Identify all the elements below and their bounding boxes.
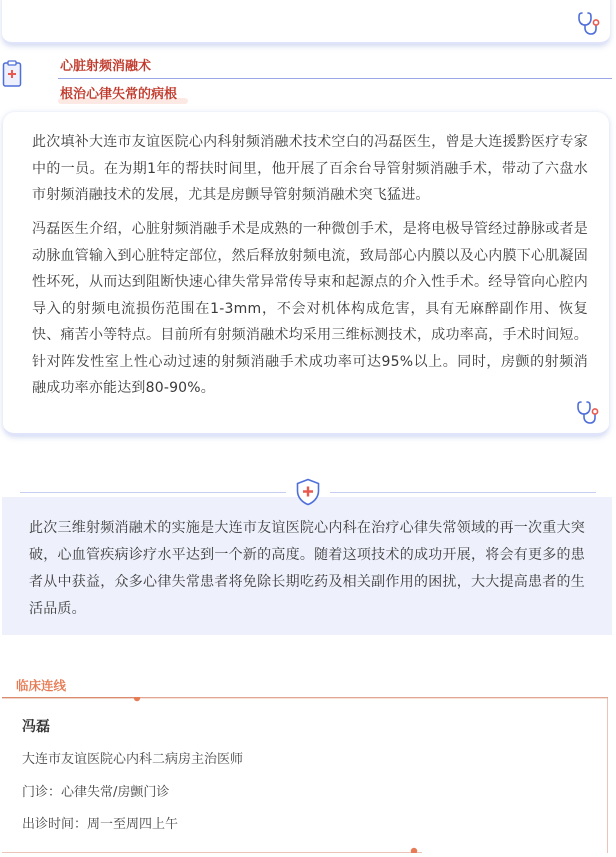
stethoscope-icon	[576, 10, 602, 36]
section-subtitle: 根治心律失常的病根	[60, 87, 178, 102]
previous-card	[2, 0, 610, 44]
clinic-tag: 临床连线	[16, 678, 67, 693]
stethoscope-icon	[575, 399, 601, 425]
doctor-schedule: 出诊时间：周一至周四上午	[22, 817, 179, 832]
article-paragraph: 此次填补大连市友谊医院心内科射频消融术技术空白的冯磊医生，曾是大连援黔医疗专家中的一员。在为期1年的帮扶时间里，他开展了百余台导管射频消融手术，带动了六盘水市射频消融技术的发展，尤其是房颤导管射频消融术突飞猛进。	[32, 134, 588, 203]
section-title: 心脏射频消融术	[60, 59, 152, 74]
doctor-clinic: 门诊：心律失常/房颤门诊	[22, 785, 170, 800]
doctor-position: 大连市友谊医院心内科二病房主治医师	[22, 752, 244, 767]
band-divider-right	[330, 492, 596, 493]
article-card	[3, 112, 609, 436]
band-divider-left	[20, 492, 286, 493]
medical-shield-icon	[295, 478, 321, 506]
article-paragraph: 冯磊医生介绍，心脏射频消融手术是成熟的一种微创手术，是将电极导管经过静脉或者是动脉血管输入到心脏特定部位，然后释放射频电流，致局部心内膜以及心内膜下心肌凝固性坏死，从而达到阻断快速心律失常异常传导束和起源点的介入性手术。经导管向心腔内导入的射频电流损伤范围在1-3mm，不会对机体构成危害，具有无麻醉副作用、恢复快、痛苦小等特点。目前所有射频消融术均采用三维标测技术，成功率高，手术时间短。针对阵发性室上性心动过速的射频消融手术成功率可达95%以上。同时，房颤的射频消融成功率亦能达到80-90%。	[32, 221, 588, 396]
summary-text: 此次三维射频消融术的实施是大连市友谊医院心内科在治疗心律失常领域的再一次重大突破，心血管疾病诊疗水平达到一个新的高度。随着这项技术的成功开展，将会有更多的患者从中获益，众多心律失常患者将免除长期吃药及相关副作用的困扰，大大提高患者的生活品质。	[29, 520, 585, 617]
section-divider	[58, 78, 612, 79]
doctor-name: 冯磊	[22, 719, 50, 735]
medical-clipboard-icon	[2, 60, 22, 88]
